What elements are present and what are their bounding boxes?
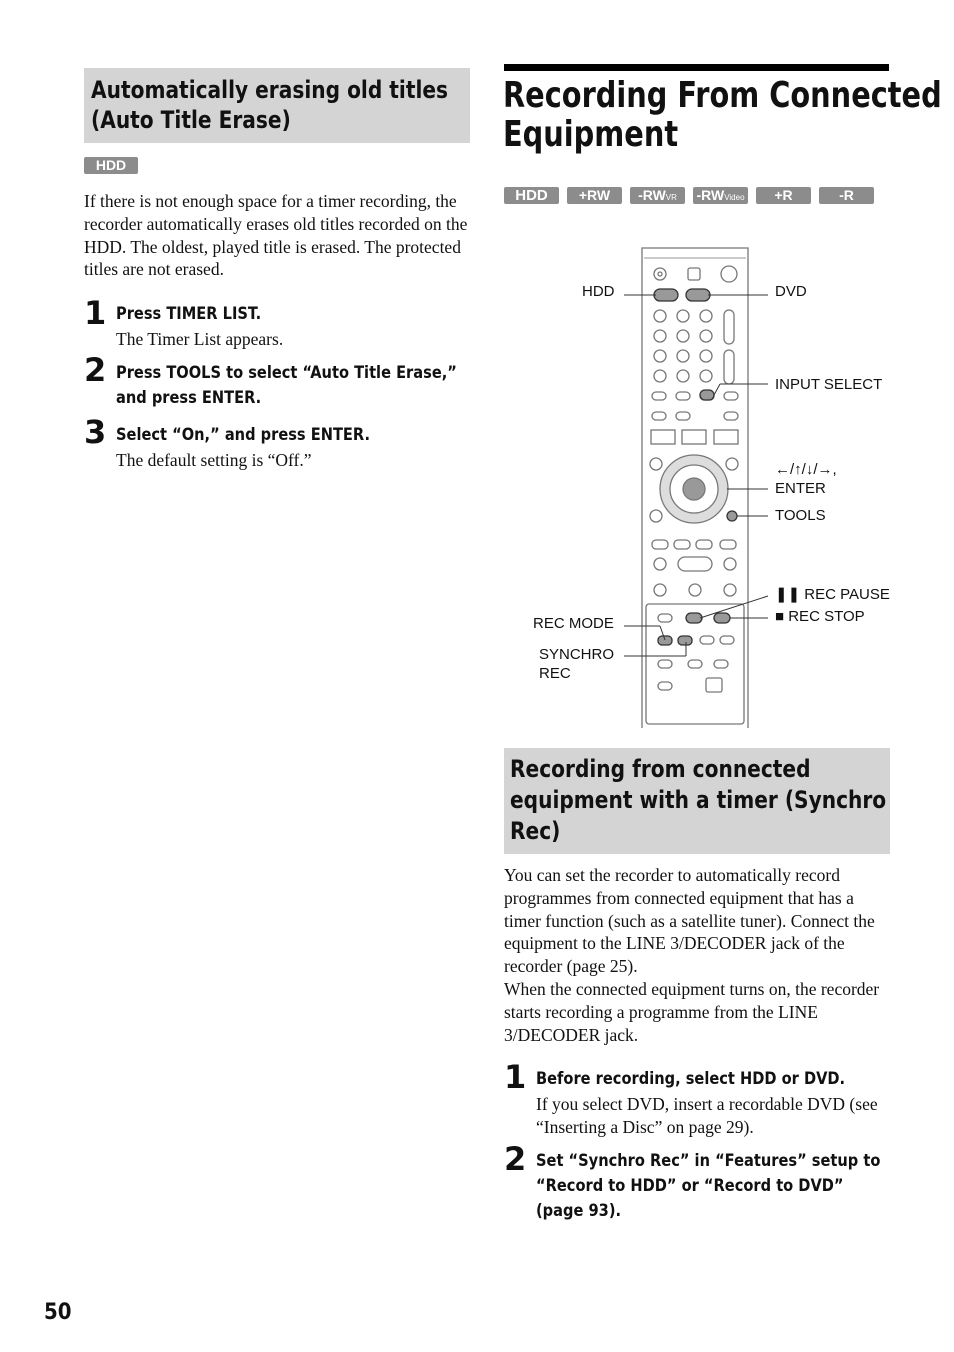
enter-label: ENTER xyxy=(775,480,826,497)
arrows-label: ←/↑/↓/→, xyxy=(775,461,837,478)
step-number: 1 xyxy=(504,1058,527,1096)
intro-paragraph: If there is not enough space for a timer recording, the recorder automatically erases old titles recorded on the HDD. The oldest, played title is erased. The protected titles are not erased. xyxy=(84,191,468,280)
synchro-paragraph-2: When the connected equipment turns on, the recorder starts recording a programme from the LINE 3/DECODER jack. xyxy=(504,979,880,1045)
step-title: Select “On,” and press ENTER. xyxy=(116,425,370,445)
page-title-line2: Equipment xyxy=(503,114,679,155)
step-title: Press TIMER LIST. xyxy=(116,304,262,324)
step-body: The default setting is “Off.” xyxy=(116,450,312,470)
plus-r-badge: +R xyxy=(756,187,811,204)
step-number: 2 xyxy=(84,351,107,389)
badge-sub: Video xyxy=(724,193,745,202)
badge-text: -RW xyxy=(696,187,725,203)
section-title-line3: Rec) xyxy=(510,817,561,845)
page-number: 50 xyxy=(44,1300,72,1325)
input-select-label: INPUT SELECT xyxy=(775,376,883,393)
synchro-rec-label-line2: REC xyxy=(539,665,571,682)
step-number: 2 xyxy=(504,1140,527,1178)
synchro-paragraph-1: You can set the recorder to automatically record programmes from connected equipment that has a timer function (such as a satellite tuner). Connect the equipment to the LINE 3/DECODER jack of the recorder (page 25). xyxy=(504,865,875,977)
badge-sub: VR xyxy=(665,193,677,202)
step-title: “Record to HDD” or “Record to DVD” xyxy=(536,1176,844,1196)
rec-mode-label: REC MODE xyxy=(533,615,614,632)
rec-stop-label: ■ REC STOP xyxy=(775,608,865,625)
page-title-line1: Recording From Connected xyxy=(503,75,942,116)
step-body: The Timer List appears. xyxy=(116,329,284,349)
rec-pause-label: ❚❚ REC PAUSE xyxy=(775,586,890,603)
tools-label: TOOLS xyxy=(775,507,826,524)
step-number: 1 xyxy=(84,294,107,332)
step-title: Set “Synchro Rec” in “Features” setup to xyxy=(536,1151,881,1171)
synchro-rec-label-line1: SYNCHRO xyxy=(539,646,615,663)
plus-rw-badge: +RW xyxy=(567,187,622,204)
dvd-label: DVD xyxy=(775,283,807,300)
section-title-line2: equipment with a timer (Synchro xyxy=(510,786,887,814)
step-title: Press TOOLS to select “Auto Title Erase,” xyxy=(116,363,457,383)
hdd-badge: HDD xyxy=(504,187,559,204)
step-title: (page 93). xyxy=(536,1201,622,1221)
step-title: Before recording, select HDD or DVD. xyxy=(536,1069,846,1089)
section-title-line2: (Auto Title Erase) xyxy=(91,106,291,134)
section-title-line1: Automatically erasing old titles xyxy=(91,76,449,104)
minus-r-badge: -R xyxy=(819,187,874,204)
step-number: 3 xyxy=(84,413,107,451)
section-title-line1: Recording from connected xyxy=(510,755,811,783)
badge-text: -RW xyxy=(638,187,666,203)
step-title: and press ENTER. xyxy=(116,388,262,408)
hdd-label: HDD xyxy=(582,283,615,300)
step-body: If you select DVD, insert a recordable DVD (see “Inserting a Disc” on page 29). xyxy=(536,1094,878,1137)
hdd-badge: HDD xyxy=(84,157,138,174)
